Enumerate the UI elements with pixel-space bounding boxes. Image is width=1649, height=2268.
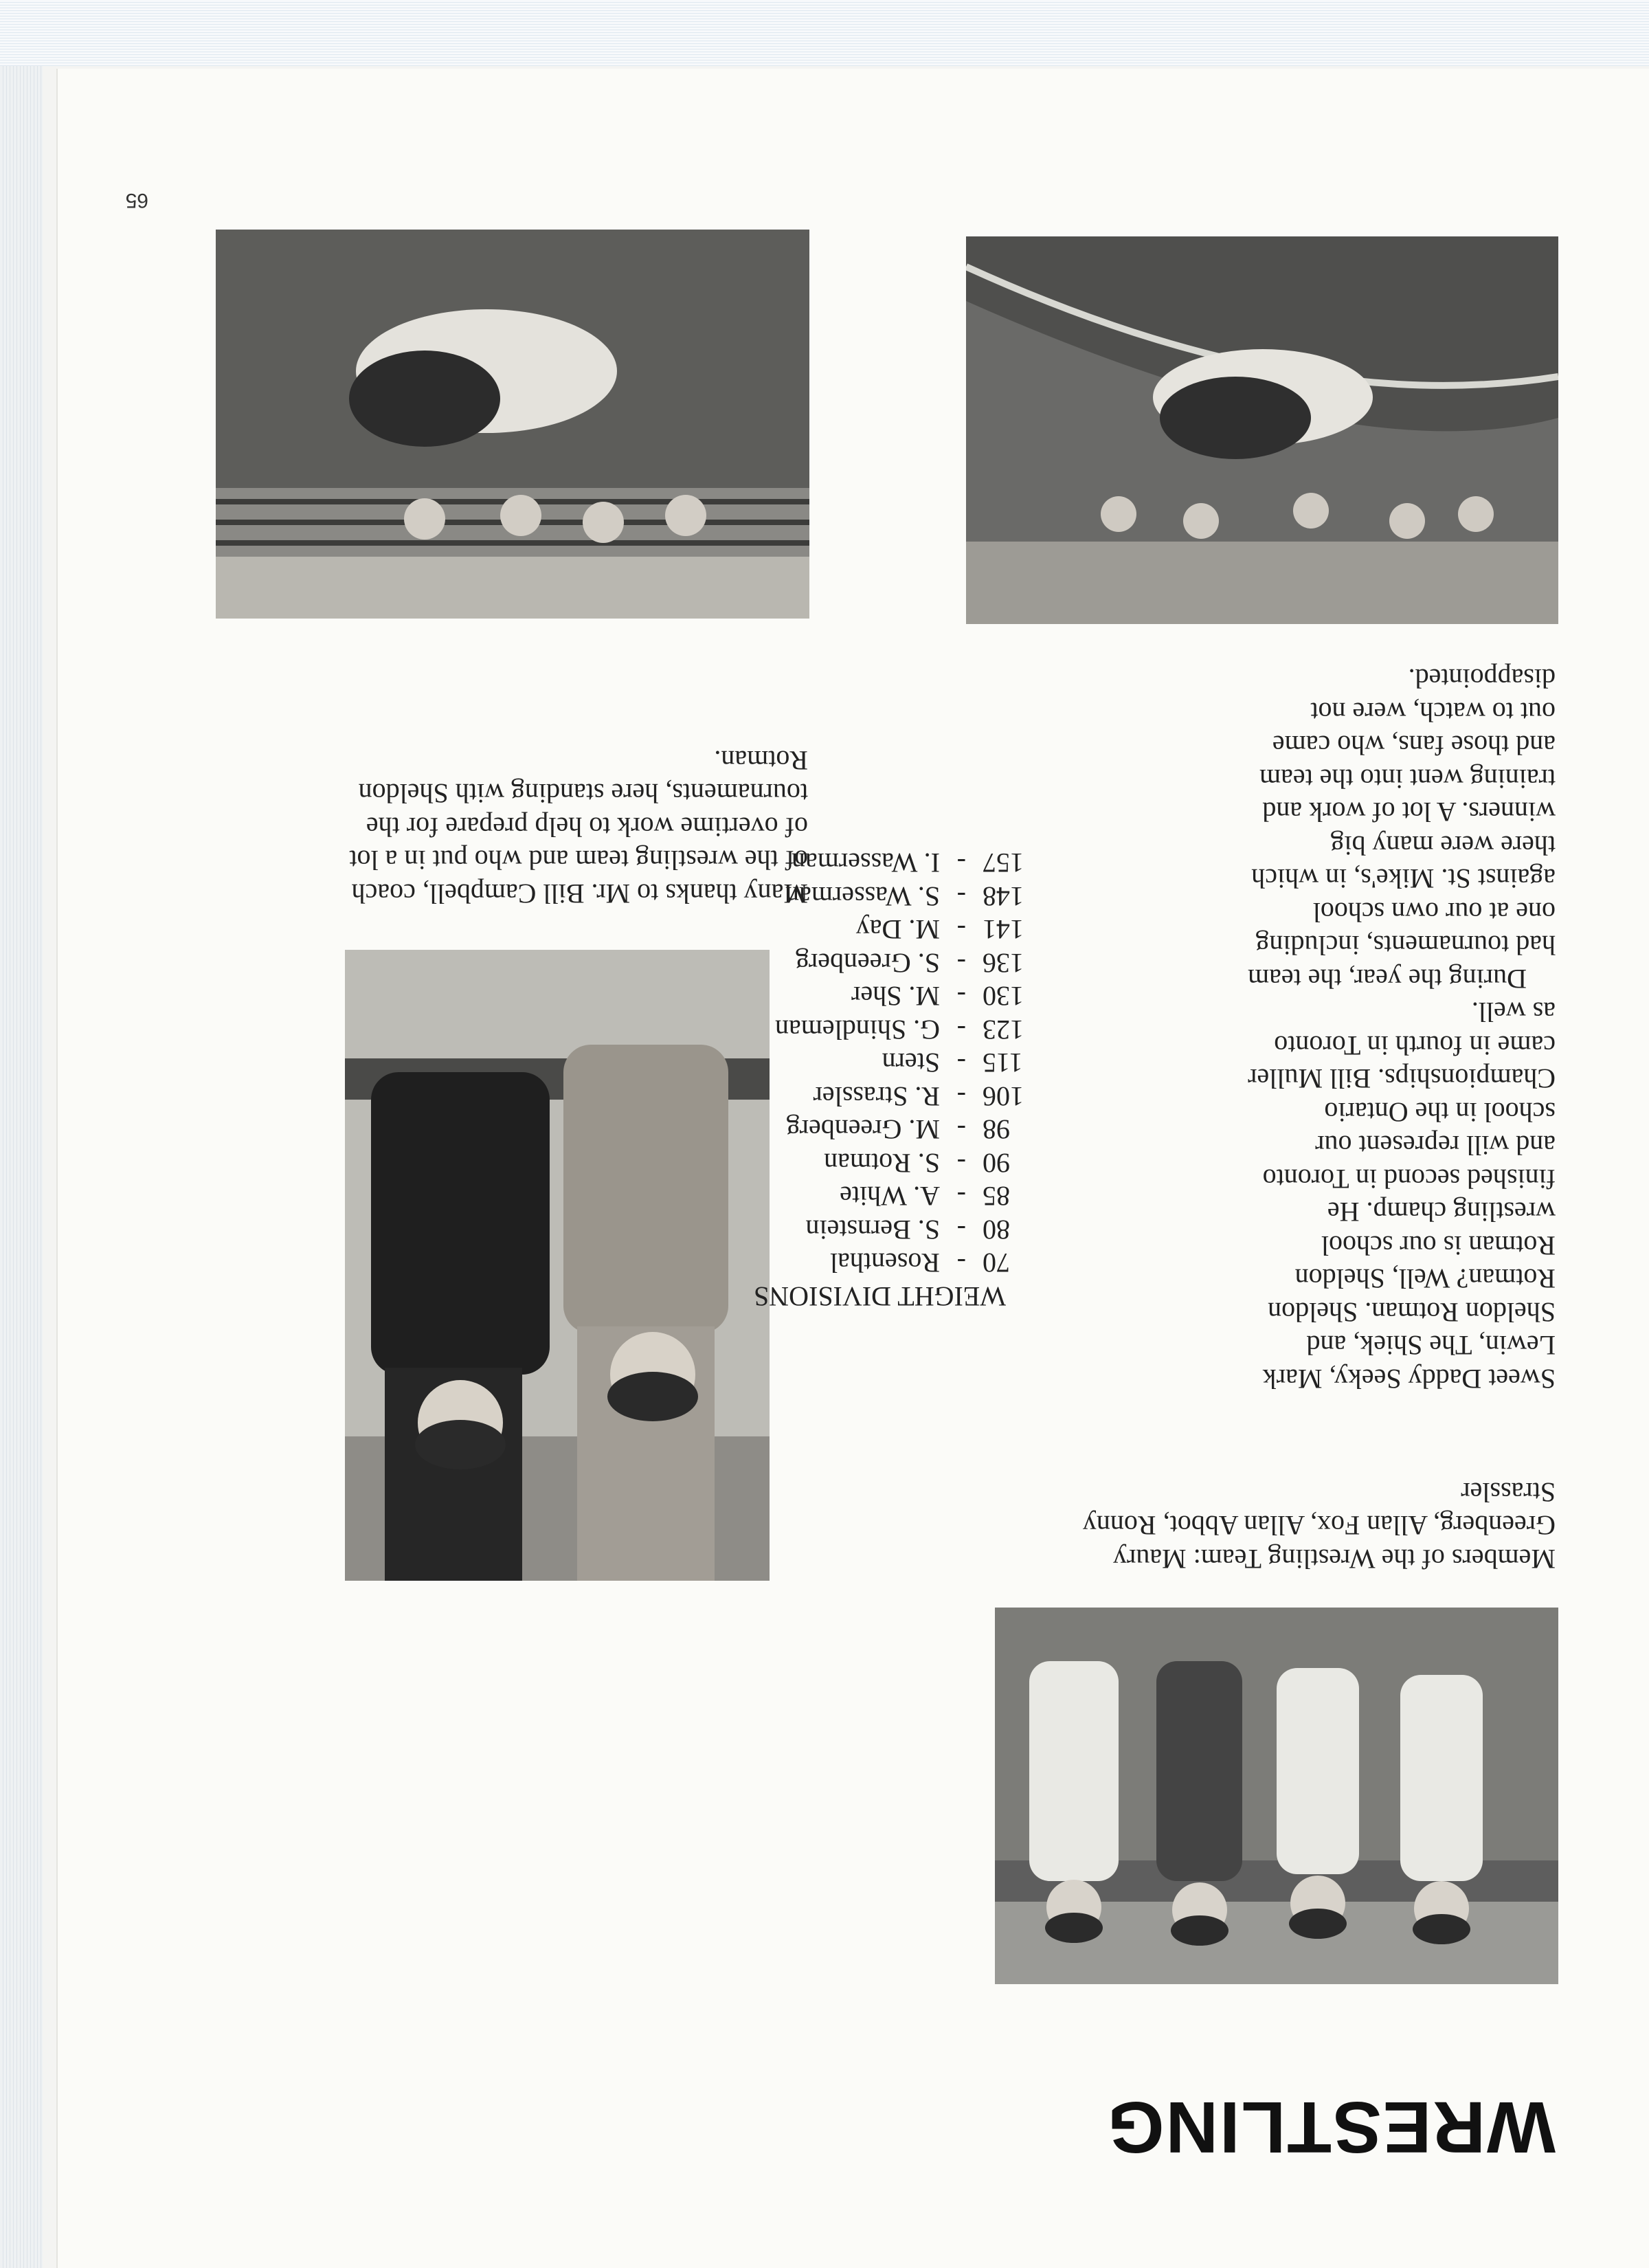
dash: -: [956, 847, 966, 879]
story-paragraph-2: During the year, the team had tournaments, including one at our own school against St. Mike's, in which there were many big winners. A lot of work and training went into the team and those fans, who came out to watch, were not disappointed.: [1247, 663, 1556, 994]
weight-value: 70: [983, 1247, 1010, 1279]
dash: -: [956, 914, 966, 946]
weight-value: 106: [983, 1081, 1024, 1112]
dash: -: [956, 1014, 966, 1045]
weight-value: 130: [983, 981, 1024, 1012]
weight-value: 115: [983, 1047, 1023, 1079]
weight-row: [673, 979, 1031, 1013]
weight-value: 123: [983, 1014, 1024, 1045]
weight-row: [673, 1013, 1031, 1047]
weight-row: [673, 1113, 1031, 1146]
wrestler-name: Rosenthal: [830, 1247, 940, 1279]
weight-value: 85: [983, 1181, 1010, 1212]
wrestler-name: A. White: [840, 1181, 940, 1212]
weight-value: 157: [983, 847, 1024, 879]
weight-row: [673, 913, 1031, 946]
weight-value: 136: [983, 948, 1024, 979]
page-title: WRESTLING: [1106, 2087, 1556, 2168]
dash: -: [956, 948, 966, 979]
dash: -: [956, 1247, 966, 1279]
scan-border-top: [0, 0, 1649, 66]
wrestler-name: S. Greenberg: [795, 948, 940, 979]
wrestler-name: R. Strassler: [813, 1081, 940, 1112]
weight-divisions-list: [673, 846, 1031, 1313]
story-text: [1246, 662, 1556, 1395]
weight-value: 98: [983, 1114, 1010, 1146]
dash: -: [956, 1214, 966, 1245]
team-group-photo: [995, 1608, 1558, 1984]
page-number: 65: [125, 189, 148, 212]
weight-row: [673, 880, 1031, 913]
weight-row: [673, 1246, 1031, 1280]
weight-value: 148: [983, 881, 1024, 912]
wrestler-name: M. Greenberg: [786, 1114, 940, 1146]
weight-value: 90: [983, 1148, 1010, 1179]
weight-row: [673, 946, 1031, 980]
dash: -: [956, 1114, 966, 1146]
scan-border-left: [0, 66, 43, 2268]
weight-row: [673, 1179, 1031, 1213]
thanks-caption: Many thanks to Mr. Bill Campbell, coach of the wrestling team and who put in a lot of overtime work to help prepare for the tournaments, here standing with Sheldon Rotman.: [349, 745, 808, 909]
wrestler-name: M. Day: [855, 914, 940, 946]
wrestler-name: Stern: [882, 1047, 940, 1079]
wrestler-name: S. Wasserman: [785, 881, 940, 912]
weight-row: [673, 846, 1031, 880]
weight-row: [673, 1213, 1031, 1247]
weight-row: [673, 1046, 1031, 1080]
wrestling-match-photo: [966, 236, 1558, 624]
wrestler-name: S. Rotman: [824, 1148, 940, 1179]
dash: -: [956, 1148, 966, 1179]
wrestler-name: G. Shindleman: [775, 1014, 940, 1045]
weight-row: [673, 1146, 1031, 1180]
wrestler-name: M. Sher: [851, 981, 940, 1012]
page-content-rotated: [58, 69, 1649, 2268]
tournament-mat-photo: [216, 230, 809, 619]
dash: -: [956, 881, 966, 912]
dash: -: [956, 1047, 966, 1079]
weight-row: [673, 1080, 1031, 1113]
wrestler-name: I. Wasserman: [792, 847, 940, 879]
dash: -: [956, 981, 966, 1012]
members-caption: Members of the Wrestling Team: Maury Greenberg, Allan Fox, Allan Abbot, Ronny Strassler: [1082, 1477, 1556, 1575]
dash: -: [956, 1181, 966, 1212]
wrestler-name: S. Bernstein: [805, 1214, 940, 1245]
weight-divisions-heading: WEIGHT DIVISIONS: [754, 1281, 1006, 1312]
story-paragraph-1: Sweet Daddy Seeky, Mark Lewin, The Shiek, and Sheldon Rotman. Sheldon Rotman? Well, Sheldon Rotman is our school wrestling champ. He finished second in Toronto and will represent our school in the Ontario Championships. Bill Muller came in fourth in Toronto as well.: [1248, 997, 1556, 1394]
weight-value: 141: [983, 914, 1024, 946]
weight-value: 80: [983, 1214, 1010, 1245]
dash: -: [956, 1081, 966, 1112]
